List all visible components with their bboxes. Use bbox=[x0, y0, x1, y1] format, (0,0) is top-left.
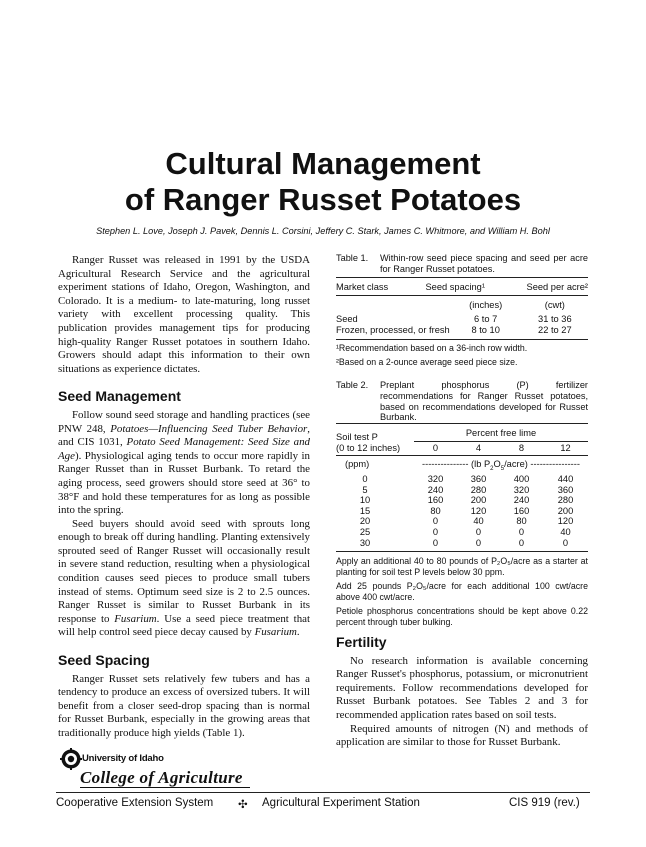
footer-right: CIS 919 (rev.) bbox=[509, 797, 580, 809]
footer-middle: Agricultural Experiment Station bbox=[262, 797, 420, 809]
table-1-number: Table 1. bbox=[336, 253, 369, 263]
table-1-header-rule bbox=[336, 295, 588, 296]
intro-paragraph: Ranger Russet was released in 1991 by the USDA Agricultural Research Service and the agricultural experiment stations of Idaho, Oregon, Washington, and Colorado. It is a medium- to late-maturing, long russet variety with excellent processing quality. This publication provides management tips for producing high-quality Ranger Russet potatoes in southern Idaho. Growers should adapt this information to their own situations as experience dictates. bbox=[58, 254, 310, 375]
seed-spacing-heading: Seed Spacing bbox=[58, 652, 150, 669]
soil-test-header: Soil test P (0 to 12 inches) bbox=[336, 432, 401, 454]
table-2-caption: Table 2. Preplant phosphorus (P) fertilizer recommendations for Ranger Russet potatoes, based on recommendations developed for Russet Burbank. bbox=[336, 380, 588, 423]
university-name: University of Idaho bbox=[82, 753, 164, 764]
left-column bbox=[58, 254, 310, 741]
footer-separator-icon: ✣ bbox=[238, 799, 248, 811]
table-row: 20 0 40 80 120 bbox=[359, 516, 574, 527]
lime-column-header: 4 bbox=[475, 443, 482, 453]
footer-rule bbox=[56, 792, 590, 793]
table-2-header-rule bbox=[336, 455, 588, 456]
table-2-body bbox=[336, 474, 588, 548]
table-row: 5 240 280 320 360 bbox=[362, 484, 574, 495]
footer-left: Cooperative Extension System bbox=[56, 797, 214, 809]
percent-free-lime-rule bbox=[414, 441, 588, 442]
logo-underline bbox=[80, 787, 250, 788]
table-row: 25 0 0 0 40 bbox=[359, 526, 571, 537]
lime-column-header: 12 bbox=[560, 443, 571, 453]
table-1-top-rule bbox=[336, 277, 588, 278]
table-2-number: Table 2. bbox=[336, 380, 369, 390]
college-logo bbox=[60, 748, 250, 792]
title-line-1: Cultural Management bbox=[165, 146, 481, 181]
table-2-notes bbox=[336, 556, 588, 631]
table-1-unit: (inches) bbox=[469, 300, 503, 311]
table-1-header: Seed per acre² bbox=[526, 281, 588, 292]
table-row: Frozen, processed, or fresh 8 to 10 22 to 27 bbox=[336, 325, 572, 336]
title-line-2: of Ranger Russet Potatoes bbox=[124, 182, 522, 217]
seed-management-paragraph-1: Follow sound seed storage and handling practices (see PNW 248, Potatoes—Influencing Seed Tuber Behavior, and CIS 1031, Potato Seed Management: Seed Size and Age). Physiological aging tends to occur more rapidly in Ranger Russet than in Russet Burbank. To retard the aging process, seed growers should store seed at 36° to 38°F and hold these temperatures for as long as possible into the spring. bbox=[58, 408, 310, 517]
table-1-notes bbox=[336, 343, 588, 371]
seed-spacing-paragraph: Ranger Russet sets relatively few tubers and has a tendency to produce an excess of oversized tubers. It will benefit from a closer seed-drop spacing than is normal for Russet Burbank, especially in the growing areas that traditionally produce high yields (Table 1). bbox=[58, 672, 310, 739]
table-2-note: Apply an additional 40 to 80 pounds of P₂O₅/acre as a starter at planting for soil test P levels below 30 ppm. bbox=[336, 556, 588, 577]
table-1-units-row bbox=[336, 298, 588, 314]
table-1-bottom-rule bbox=[336, 339, 588, 340]
table-1-note: ¹Recommendation based on a 36-inch row width. bbox=[336, 343, 528, 353]
table-1-unit: (cwt) bbox=[544, 300, 565, 311]
fertility-section bbox=[336, 636, 588, 750]
table-row: Seed 6 to 7 31 to 36 bbox=[336, 314, 572, 324]
table-2-top-rule bbox=[336, 423, 588, 424]
lime-column-header: 8 bbox=[518, 443, 525, 453]
lime-column-header: 0 bbox=[432, 443, 439, 453]
ppm-unit: (ppm) bbox=[345, 459, 370, 469]
fertility-paragraph-2: Required amounts of nitrogen (N) and methods of application are similar to those for Russet Burbank. bbox=[336, 722, 588, 749]
table-2-note: Add 25 pounds P₂O₅/acre for each additional 100 cwt/acre above 400 cwt/acre. bbox=[336, 581, 588, 602]
table-2-bottom-rule bbox=[336, 551, 588, 552]
fertility-heading: Fertility bbox=[336, 634, 387, 650]
rate-unit: --------------- (lb $P_2O_5/acre$) ---------------- bbox=[422, 459, 580, 472]
table-1 bbox=[336, 280, 588, 295]
table-2-lime-columns bbox=[414, 443, 588, 454]
page-title bbox=[0, 146, 646, 218]
seed-management-heading: Seed Management bbox=[58, 388, 181, 405]
table-2-note: Petiole phosphorus concentrations should be kept above 0.22 percent through tuber bulking. bbox=[336, 606, 588, 627]
seal-icon bbox=[60, 748, 82, 770]
table-row: 10 160 200 240 280 bbox=[359, 495, 574, 506]
table-1-header: Seed spacing¹ bbox=[425, 281, 485, 292]
table-row: 0 320 360 400 440 bbox=[362, 474, 574, 484]
college-name: College of Agriculture bbox=[80, 768, 243, 787]
table-1-body bbox=[336, 298, 588, 336]
table-1-caption: Table 1. Within-row seed piece spacing and seed per acre for Ranger Russet potatoes. bbox=[336, 253, 588, 274]
fertility-paragraph-1: No research information is available concerning Ranger Russet's phosphorus, potassium, or micronutrient requirements. Follow recommendations developed for Russet Burbank potatoes. See Tables 2 and 3 for recommended application rates based on soil tests. bbox=[336, 654, 588, 721]
table-1-header-row bbox=[336, 280, 588, 295]
author-list: Stephen L. Love, Joseph J. Pavek, Dennis L. Corsini, Jeffery C. Stark, James C. Whitmore, and William H. Bohl bbox=[96, 226, 550, 236]
seed-management-paragraph-2: Seed buyers should avoid seed with sprouts long enough to break off during handling. Planting extensively sprouted seed of Ranger Russet will occasionally result in severe stand reduction, resulting when a physiological condition causes seed pieces to produce small tubers instead of stems. Optimum seed size is 2 to 2.5 ounces. Ranger Russet is similar to Russet Burbank in its response to Fusarium. Use a seed piece treatment that will help control seed piece decay caused by Fusarium. bbox=[58, 517, 310, 639]
table-1-header: Market class bbox=[336, 281, 389, 292]
percent-free-lime-header: Percent free lime bbox=[465, 428, 537, 438]
table-row: 15 80 120 160 200 bbox=[359, 505, 574, 516]
table-1-note: ²Based on a 2-ounce average seed piece size. bbox=[336, 357, 518, 367]
table-row: 30 0 0 0 0 bbox=[359, 537, 569, 548]
